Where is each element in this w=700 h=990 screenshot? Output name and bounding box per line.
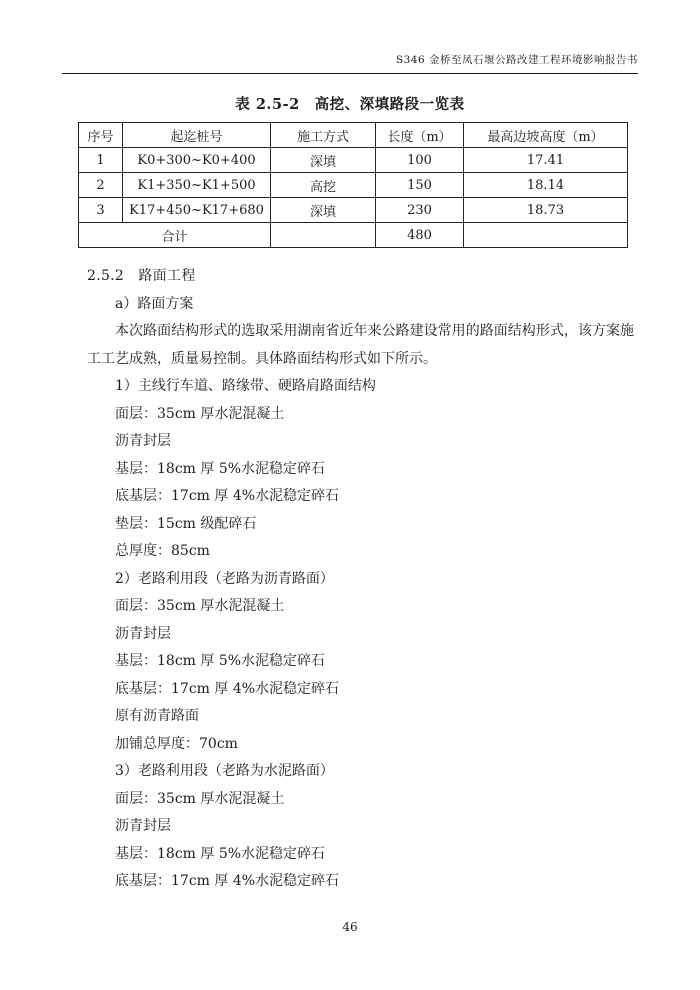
section-heading: 2.5.2 路面工程 — [87, 268, 196, 284]
table-cell: 18.14 — [464, 173, 628, 198]
table-cell: 230 — [376, 198, 464, 223]
column-header: 施工方式 — [271, 123, 376, 148]
total-label: 合计 — [79, 223, 271, 248]
table-cell: K17+450~K17+680 — [123, 198, 271, 223]
column-header: 最高边坡高度（m） — [464, 123, 628, 148]
spec-line: 沥青封层 — [115, 818, 171, 834]
spec-line: 面层：35cm 厚水泥混凝土 — [115, 598, 285, 614]
paragraph: 本次路面结构形式的选取采用湖南省近年来公路建设常用的路面结构形式，该方案施工工艺成熟，质量易控制。具体路面结构形式如下所示。 — [87, 323, 634, 367]
spec-line: 基层：18cm 厚 5%水泥稳定碎石 — [115, 653, 326, 669]
running-header — [62, 52, 638, 74]
table-total-row — [79, 223, 628, 248]
table-cell: K0+300~K0+400 — [123, 148, 271, 173]
spec-line: 总厚度：85cm — [115, 543, 210, 559]
spec-line: 沥青封层 — [115, 625, 171, 642]
column-header: 长度（m） — [376, 123, 464, 148]
running-header-title: S346 金桥至凤石堰公路改建工程环境影响报告书 — [395, 54, 638, 66]
table-cell: 深填 — [271, 148, 376, 173]
spec-line: 垫层：15cm 级配碎石 — [115, 515, 257, 532]
page-number: 46 — [342, 920, 358, 934]
column-header: 起迄桩号 — [123, 123, 271, 148]
table-row — [79, 173, 628, 198]
table-cell: 18.73 — [464, 198, 628, 223]
column-header: 序号 — [79, 123, 123, 148]
table-cell: 1 — [79, 148, 123, 173]
table-cell: 150 — [376, 173, 464, 198]
table-cell: 2 — [79, 173, 123, 198]
spec-line: 基层：18cm 厚 5%水泥稳定碎石 — [115, 460, 326, 477]
total-length: 480 — [376, 223, 464, 248]
spec-line: 加铺总厚度：70cm — [115, 735, 238, 752]
spec-line: 1）主线行车道、路缘带、硬路肩路面结构 — [115, 378, 376, 394]
table-cell: 深填 — [271, 198, 376, 223]
spec-line: 基层：18cm 厚 5%水泥稳定碎石 — [115, 845, 326, 862]
spec-line: 面层：35cm 厚水泥混凝土 — [115, 405, 285, 422]
total-method — [271, 223, 376, 248]
table-caption: 表 2.5-2 高挖、深填路段一览表 — [235, 96, 465, 113]
table-header-row — [79, 123, 628, 148]
table-cell: 高挖 — [271, 173, 376, 198]
spec-line: 面层：35cm 厚水泥混凝土 — [115, 790, 285, 807]
spec-line: 沥青封层 — [115, 433, 171, 449]
subsection-heading: a）路面方案 — [115, 295, 194, 312]
spec-line: 2）老路利用段（老路为沥青路面） — [115, 570, 334, 587]
spec-line: 底基层：17cm 厚 4%水泥稳定碎石 — [115, 488, 340, 504]
road-sections-table — [78, 122, 628, 248]
spec-line: 底基层：17cm 厚 4%水泥稳定碎石 — [115, 680, 340, 697]
spec-line: 3）老路利用段（老路为水泥路面） — [115, 763, 334, 779]
table-cell: K1+350~K1+500 — [123, 173, 271, 198]
spec-line: 原有沥青路面 — [115, 708, 199, 724]
body-content — [87, 263, 634, 896]
table-cell: 17.41 — [464, 148, 628, 173]
table-row — [79, 198, 628, 223]
spec-line: 底基层：17cm 厚 4%水泥稳定碎石 — [115, 873, 340, 889]
table-row — [79, 148, 628, 173]
page-footer — [0, 920, 700, 934]
table-cell: 100 — [376, 148, 464, 173]
table-cell: 3 — [79, 198, 123, 223]
total-slope — [464, 223, 628, 248]
